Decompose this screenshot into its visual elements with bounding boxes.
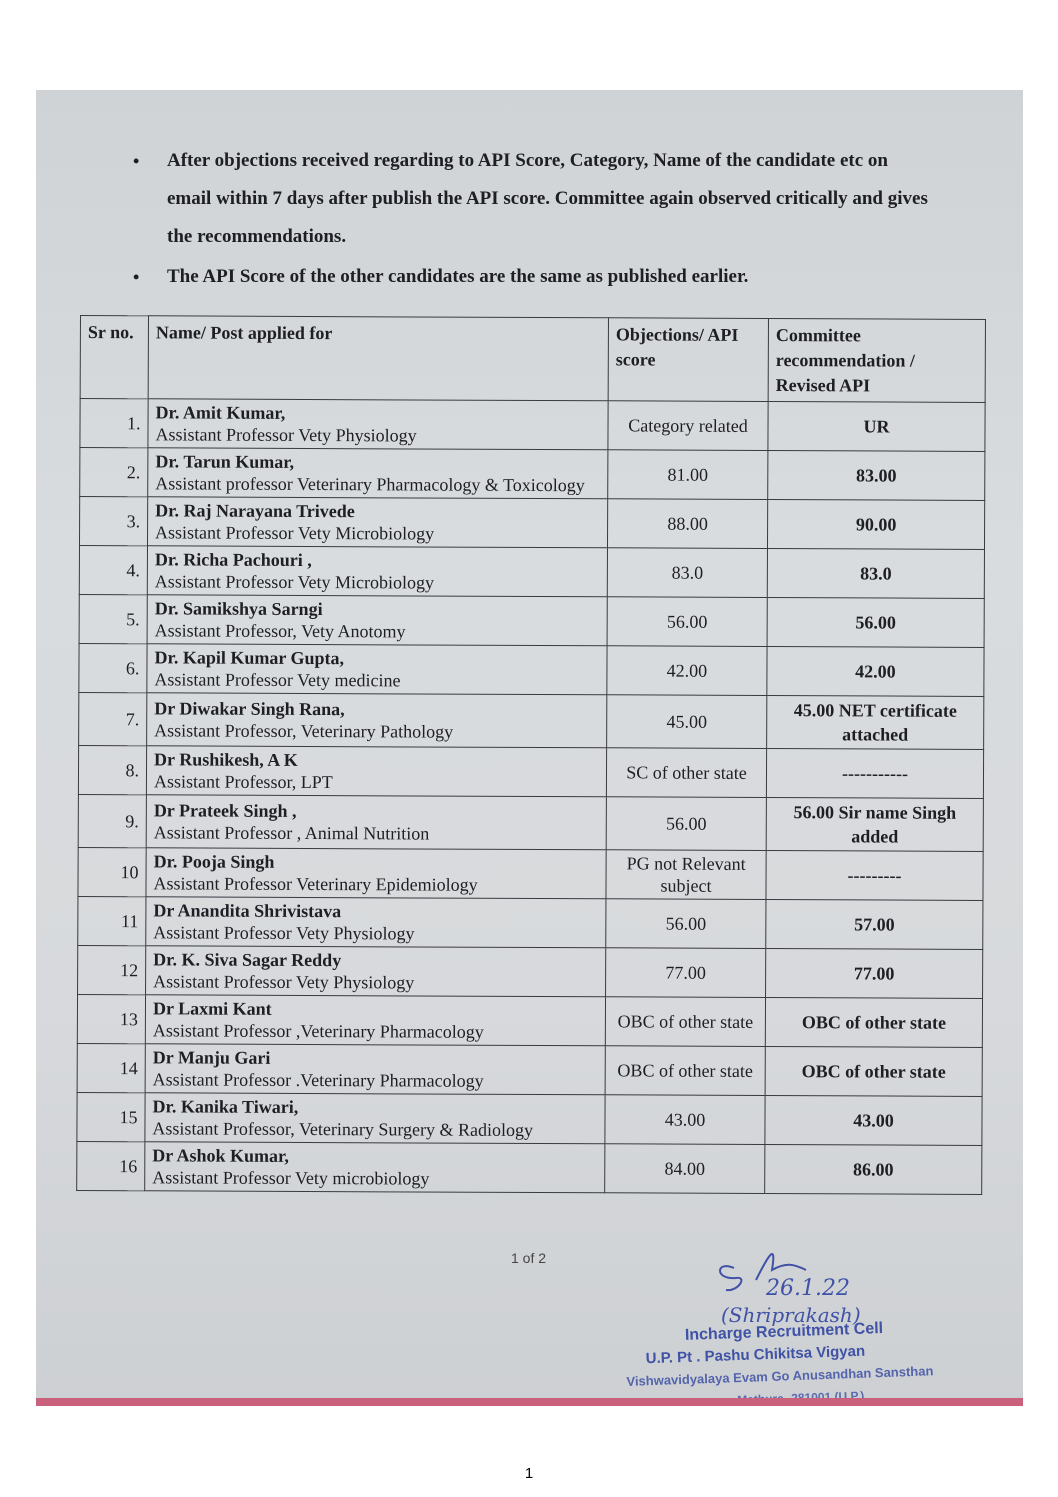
header-committee: Committee recommendation / Revised API [768, 319, 985, 403]
cell-recommendation: 45.00 NET certificate attached [767, 696, 984, 750]
table-row [78, 745, 983, 798]
cell-objection: OBC of other state [605, 1046, 765, 1096]
table-row [80, 448, 985, 501]
cell-recommendation: 83.00 [768, 451, 985, 501]
post-applied: Assistant Professor .Veterinary Pharmacology [152, 1069, 484, 1091]
table-row [77, 1141, 982, 1194]
cell-recommendation: 42.00 [767, 647, 984, 697]
stamp-line-1: Incharge Recruitment Cell [684, 1319, 884, 1344]
cell-name-post [148, 448, 608, 499]
post-applied: Assistant Professor , Animal Nutrition [153, 822, 430, 844]
table-row [79, 643, 984, 696]
cell-recommendation: ----------- [766, 749, 983, 799]
candidate-name: Dr Anandita Shrivistava [153, 900, 342, 922]
notes-list [131, 142, 931, 296]
table-row [79, 594, 984, 647]
post-applied: Assistant Professor Vety Physiology [153, 971, 415, 993]
table-header-row [80, 316, 985, 403]
cell-sr-no: 4. [79, 546, 147, 595]
cell-name-post [147, 595, 607, 646]
cell-recommendation: OBC of other state [765, 1046, 982, 1096]
header-objections: Objections/ API score [608, 318, 768, 402]
cell-recommendation: 90.00 [767, 500, 984, 550]
page-number: 1 [524, 1465, 534, 1482]
candidate-name: Dr Manju Gari [152, 1047, 271, 1068]
cell-recommendation: 43.00 [765, 1095, 982, 1145]
cell-objection: OBC of other state [605, 997, 765, 1047]
cell-objection: 88.00 [607, 499, 767, 549]
table-body [77, 399, 985, 1195]
cell-sr-no: 13 [77, 994, 145, 1043]
cell-name-post [146, 746, 606, 797]
candidate-name: Dr. K. Siva Sagar Reddy [153, 949, 342, 971]
candidate-name: Dr. Kapil Kumar Gupta, [154, 647, 345, 669]
cell-objection: PG not Relevant subject [606, 850, 766, 900]
candidate-name: Dr Ashok Kumar, [152, 1145, 289, 1166]
cell-name-post [145, 995, 605, 1046]
post-applied: Assistant professor Veterinary Pharmacology & Toxicology [155, 473, 585, 496]
table-row [78, 896, 983, 949]
cell-objection: Category related [608, 401, 768, 451]
cell-sr-no: 10 [78, 847, 146, 896]
table-row [78, 945, 983, 998]
post-applied: Assistant Professor, LPT [153, 771, 333, 793]
cell-sr-no: 8. [78, 745, 146, 794]
post-applied: Assistant Professor Vety Physiology [155, 424, 417, 446]
cell-recommendation: 56.00 Sir name Singh added [766, 797, 983, 851]
table-row [77, 1043, 982, 1096]
stamp-line-3: Vishwavidyalaya Evam Go Anusandhan Sansthan [626, 1363, 934, 1389]
table-row [79, 692, 984, 749]
cell-recommendation: 77.00 [766, 948, 983, 998]
table-row [80, 399, 985, 452]
table-row [78, 847, 983, 900]
stamp-line-2: U.P. Pt . Pashu Chikitsa Vigyan [645, 1342, 866, 1368]
api-score-table [76, 315, 986, 1195]
candidate-name: Dr. Pooja Singh [153, 851, 275, 872]
table-row [78, 794, 983, 851]
cell-name-post [147, 546, 607, 597]
candidate-name: Dr. Richa Pachouri , [154, 549, 312, 571]
post-applied: Assistant Professor Vety Microbiology [155, 522, 435, 544]
post-applied: Assistant Professor, Veterinary Pathology [154, 720, 454, 742]
cell-recommendation: 57.00 [766, 899, 983, 949]
cell-name-post [146, 897, 606, 948]
cell-objection: 43.00 [605, 1095, 765, 1145]
cell-sr-no: 7. [79, 692, 147, 745]
post-applied: Assistant Professor Vety medicine [154, 669, 401, 691]
note-item [131, 142, 931, 256]
cell-sr-no: 12 [78, 945, 146, 994]
cell-name-post [147, 497, 607, 548]
cell-sr-no: 16 [77, 1141, 145, 1190]
cell-objection: 56.00 [606, 797, 766, 851]
cell-sr-no: 14 [77, 1043, 145, 1092]
note-text: After objections received regarding to API Score, Category, Name of the candidate etc on email within 7 days after publish the API score. Committee again observed critically and gives the recommendations. [167, 150, 928, 247]
cell-sr-no: 2. [80, 448, 148, 497]
cell-recommendation: 56.00 [767, 598, 984, 648]
cell-name-post [146, 795, 606, 850]
post-applied: Assistant Professor Veterinary Epidemiology [153, 873, 478, 895]
cell-name-post [147, 693, 607, 748]
post-applied: Assistant Professor, Vety Anotomy [154, 620, 406, 642]
candidate-name: Dr Rushikesh, A K [154, 749, 298, 770]
candidate-name: Dr Laxmi Kant [152, 998, 272, 1019]
signature-name: (Shriprakash) [721, 1303, 861, 1327]
page-count: 1 of 2 [511, 1250, 547, 1266]
candidate-name: Dr. Raj Narayana Trivede [155, 500, 355, 522]
table-row [79, 546, 984, 599]
bullet-icon: • [133, 267, 140, 287]
table-row [77, 994, 982, 1047]
candidate-name: Dr Prateek Singh , [153, 800, 297, 821]
cell-sr-no: 15 [77, 1092, 145, 1141]
cell-objection: 42.00 [607, 646, 767, 696]
post-applied: Assistant Professor Vety Microbiology [154, 571, 435, 593]
cell-objection: SC of other state [606, 748, 766, 798]
signature-date: 26.1.22 [766, 1276, 850, 1301]
header-sr-no: Sr no. [80, 316, 148, 399]
cell-sr-no: 3. [79, 497, 147, 546]
note-text: The API Score of the other candidates are the same as published earlier. [167, 266, 749, 287]
document-photo [36, 90, 1023, 1406]
cell-name-post [146, 946, 606, 997]
bullet-icon: • [133, 151, 140, 171]
cell-name-post [148, 399, 608, 450]
cell-objection: 77.00 [606, 948, 766, 998]
cell-objection: 83.0 [607, 548, 767, 598]
cell-name-post [146, 848, 606, 899]
cell-recommendation: 83.0 [767, 549, 984, 599]
cell-name-post [147, 644, 607, 695]
cell-recommendation: OBC of other state [765, 997, 982, 1047]
photo-edge [36, 1398, 1023, 1406]
candidate-name: Dr. Tarun Kumar, [155, 451, 295, 472]
official-stamp [625, 1313, 1023, 1406]
candidate-name: Dr Diwakar Singh Rana, [154, 698, 345, 720]
cell-recommendation: UR [768, 402, 985, 452]
cell-name-post [145, 1093, 605, 1144]
cell-name-post [145, 1142, 605, 1193]
candidate-name: Dr. Amit Kumar, [155, 402, 286, 423]
cell-name-post [145, 1044, 605, 1095]
cell-recommendation: --------- [766, 850, 983, 900]
cell-sr-no: 11 [78, 896, 146, 945]
post-applied: Assistant Professor Vety microbiology [152, 1167, 430, 1189]
cell-sr-no: 9. [78, 794, 146, 847]
cell-objection: 45.00 [607, 695, 767, 749]
cell-recommendation: 86.00 [765, 1144, 982, 1194]
cell-sr-no: 5. [79, 594, 147, 643]
table-row [77, 1092, 982, 1145]
table-row [79, 497, 984, 550]
candidate-name: Dr. Samikshya Sarngi [154, 598, 323, 620]
cell-objection: 56.00 [606, 899, 766, 949]
cell-objection: 56.00 [607, 597, 767, 647]
cell-objection: 84.00 [605, 1144, 765, 1194]
cell-objection: 81.00 [608, 450, 768, 500]
post-applied: Assistant Professor Vety Physiology [153, 922, 415, 944]
post-applied: Assistant Professor ,Veterinary Pharmacology [152, 1020, 484, 1042]
cell-sr-no: 6. [79, 643, 147, 692]
post-applied: Assistant Professor, Veterinary Surgery & Radiology [152, 1118, 534, 1140]
header-name-post: Name/ Post applied for [148, 316, 608, 401]
cell-sr-no: 1. [80, 399, 148, 448]
candidate-name: Dr. Kanika Tiwari, [152, 1096, 299, 1117]
note-item [131, 258, 931, 296]
